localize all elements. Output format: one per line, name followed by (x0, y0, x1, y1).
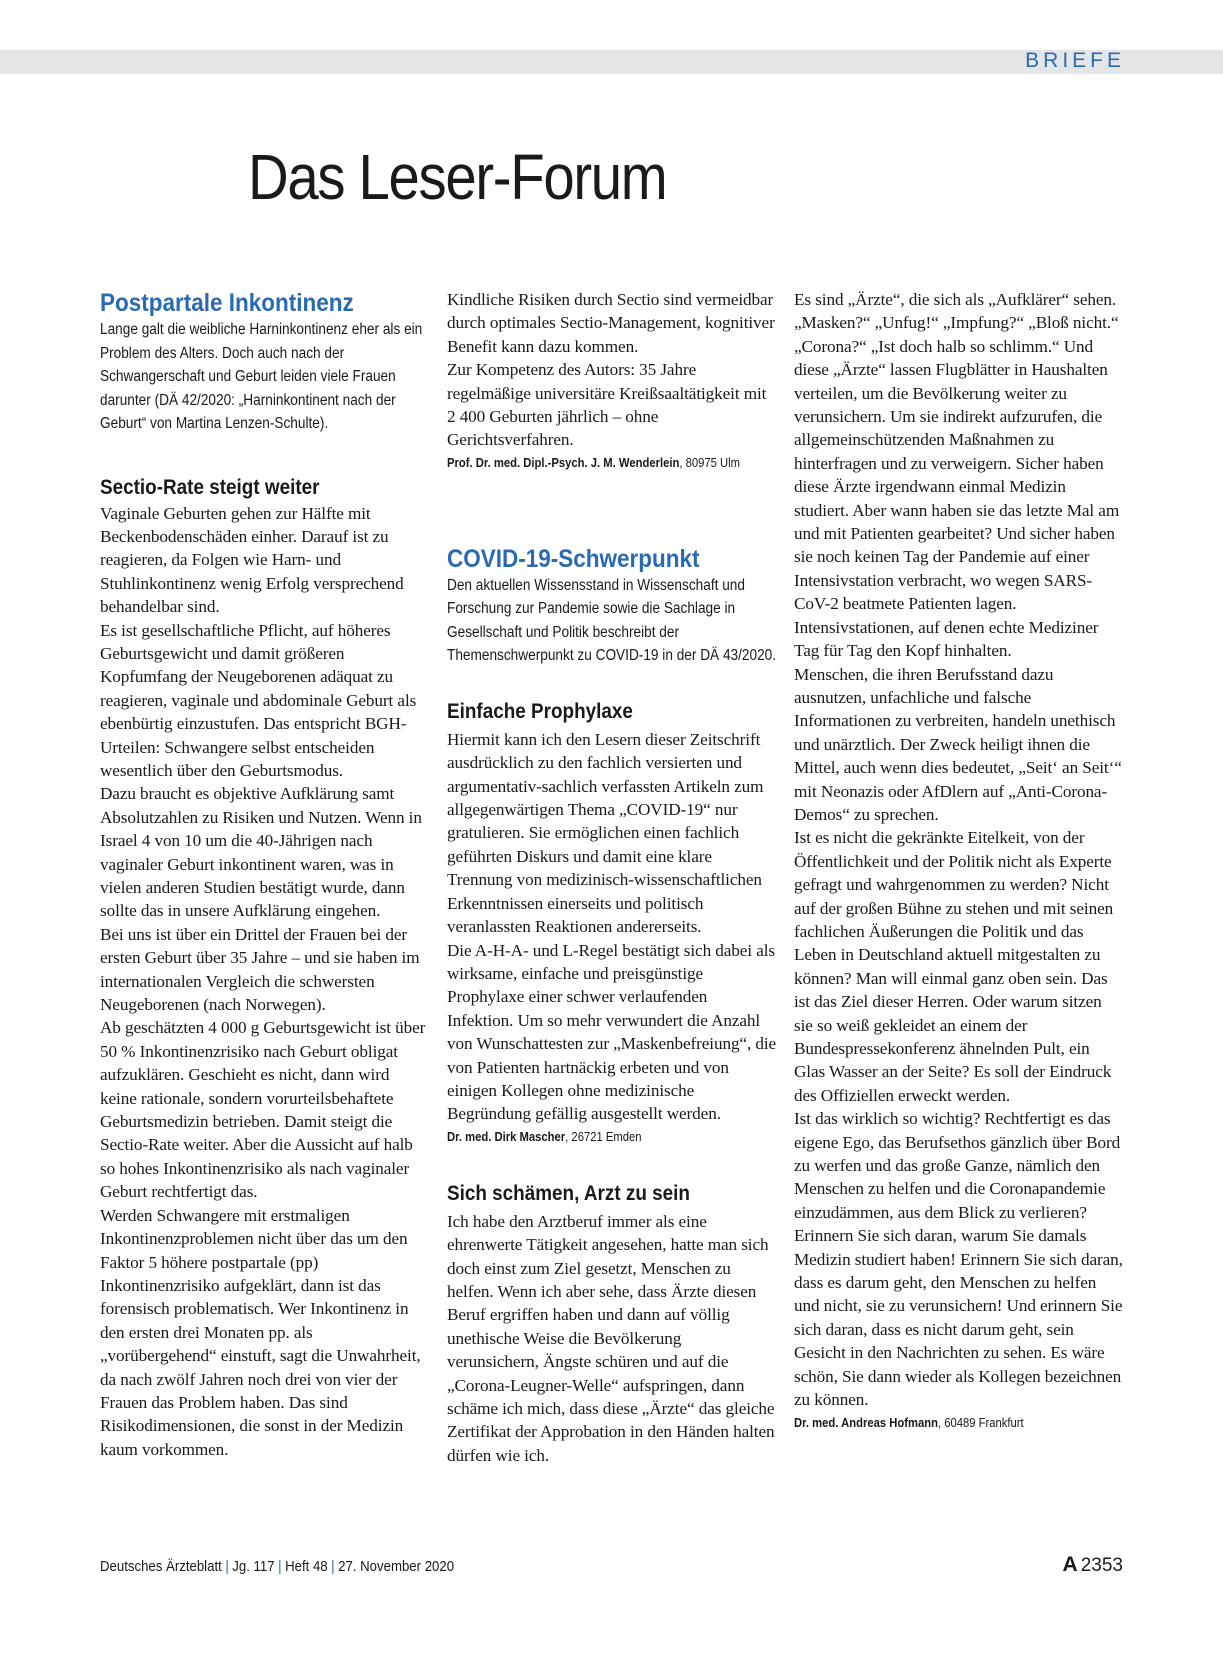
letter-body: Hiermit kann ich den Lesern dieser Zeitschrift ausdrücklich zu den fachlich versierten und argumentativ-sachlich verfassten Artikeln zum allgegenwärtigen Thema „COVID-19“ nur gratulieren. Sie ermöglichen einen fachlich geführten Diskurs und damit eine klare Trennung von medizinisch-wissenschaftlichen Erkenntnissen einerseits und politisch veranlassten Reaktionen andererseits. Die A-H-A- und L-Regel bestätigt sich dabei als wirksame, einfache und preisgünstige Prophylaxe einer schwer verlaufenden Infektion. Um so mehr verwundert die Anzahl von Wunschattesten zur „Maskenbefreiung“, die von Patienten hartnäckig erbeten und von einigen Kollegen ohne medizinische Begründung gefällig ausgestellt werden. (447, 729, 777, 1124)
author-place: , 80975 Ulm (679, 455, 741, 470)
letter-signature (447, 454, 744, 472)
letter-body-continued: Es sind „Ärzte“, die sich als „Aufklärer“ sehen. „Masken?“ „Unfug!“ „Impfung?“ „Bloß nicht.“ „Corona?“ „Ist doch halb so schlimm.“ Und diese „Ärzte“ lassen Flugblätter in Haushalten verteilen, um die Bevölkerung weiter zu verunsichern. Um sie indirekt aufzurufen, die allgemeinschützenden Maßnahmen zu hinterfragen und zu verweigern. Sicher haben diese Ärzte irgendwann einmal Medizin studiert. Aber wann haben sie das letzte Mal am und mit Patienten gearbeitet? Und sicher haben sie noch keinen Tag der Pandemie auf einer Intensivstation verbracht, wo wegen SARS-CoV-2 beatmete Patienten lagen. Intensivstationen, auf denen echte Mediziner Tag für Tag den Kopf hinhalten. Menschen, die ihren Berufsstand dazu ausnutzen, unfachliche und falsche Informationen zu verbreiten, handeln unethisch und unärztlich. Der Zweck heiligt ihnen die Mittel, auch wenn dies bedeutet, „Seit‘ an Seit‘“ mit Neonazis oder AfDlern auf „Anti-Corona-Demos“ zu sprechen. Ist es nicht die gekränkte Eitelkeit, von der Öffentlichkeit und der Politik nicht als Experte gefragt und wahrgenommen zu werden? Nicht auf der großen Bühne zu stehen und mit seinen fachlichen Äußerungen die Politik und das Leben in Deutschland aktuell mitgestalten zu können? Man will einmal ganz oben sein. Das ist das Ziel dieser Herren. Oder warum sitzen sie so weiß gekleidet an einem der Bundespressekonferenz ähnelnden Pult, ein Glas Wasser an der Seite? Es soll der Eindruck des Offiziellen erweckt werden. Ist das wirklich so wichtig? Rechtfertigt es das eigene Ego, das Berufsethos gänzlich über Bord zu werfen und das große Ganze, nämlich den Menschen zu helfen und die Coronapandemie einzudämmen, aus dem Blick zu verlieren? Erinnern Sie sich daran, warum Sie damals Medizin studiert haben! Erinnern Sie sich daran, dass es darum geht, den Menschen zu helfen und nicht, sie zu verunsichern! Und erinnern Sie sich daran, dass es nicht darum geht, sein Gesicht in den Nachrichten zu sehen. Es wäre schön, Sie dann wieder als Kollegen bezeichnen zu können. (794, 290, 1123, 1410)
page-number-value: 2353 (1080, 1555, 1123, 1576)
topic-heading-inkontinenz: Postpartale Inkontinenz (100, 289, 354, 317)
letter-signature (447, 1128, 744, 1146)
page-number (1063, 1553, 1123, 1577)
letter-signature (794, 1414, 1091, 1432)
section-label: BRIEFE (1025, 49, 1125, 72)
footer (100, 1558, 454, 1575)
topic-lead: Den aktuellen Wissensstand in Wissenschaft und Forschung zur Pandemie sowie die Sachlage in Gesellschaft und Politik beschreibt der Themenschwerpunkt zu COVID-19 in der DÄ 43/2020. (447, 576, 777, 665)
topic-lead: Lange galt die weibliche Harninkontinenz eher als ein Problem des Alters. Doch auch nach der Schwangerschaft und Geburt leiden viele Frauen darunter (DÄ 42/2020: „Harninkontinent nach der Geburt“ von Martina Lenzen-Schulte). (100, 321, 423, 432)
page-title: Das Leser-Forum (248, 141, 667, 213)
letter-heading: Einfache Prophylaxe (447, 699, 633, 723)
author-place: , 26721 Emden (565, 1129, 642, 1144)
publication-date: 27. November 2020 (338, 1558, 455, 1575)
letter-body: Vaginale Geburten gehen zur Hälfte mit Beckenbodenschäden einher. Darauf ist zu reagieren, da Folgen wie Harn- und Stuhlinkontinenz wenig Erfolg versprechend behandelbar sind. Es ist gesellschaftliche Pflicht, auf höheres Geburtsgewicht und damit größeren Kopfumfang der Neugeborenen adäquat zu reagieren, vaginale und abdominale Geburt als ebenbürtig einzustufen. Das entspricht BGH-Urteilen: Schwangere selbst entscheiden wesentlich über den Geburtsmodus. Dazu braucht es objektive Aufklärung samt Absolutzahlen zu Risiken und Nutzen. Wenn in Israel 4 von 10 um die 40-Jährigen nach vaginaler Geburt inkontinent waren, was in vielen anderen Studien bestätigt wurde, dann sollte das in unsere Aufklärung eingehen. Bei uns ist über ein Drittel der Frauen bei der ersten Geburt über 35 Jahre – und sie haben im internationalen Vergleich die schwersten Neugeborenen (nach Norwegen). Ab geschätzten 4 000 g Geburtsgewicht ist über 50 % Inkontinenzrisiko nach Geburt obligat aufzuklären. Geschieht es nicht, dann wird keine rationale, sondern vorurteilsbehaftete Geburtsmedizin betrieben. Damit steigt die Sectio-Rate weiter. Aber die Aussicht auf halb so hohes Inkontinenzrisiko als nach vaginaler Geburt rechtfertigt das. Werden Schwangere mit erstmaligen Inkontinenzproblemen nicht über das um den Faktor 5 höhere postpartale (pp) Inkontinenzrisiko aufgeklärt, dann ist das forensisch problematisch. Wer Inkontinenz in den ersten drei Monaten pp. als „vorübergehend“ einstuft, sagt die Unwahrheit, da nach zwölf Jahren noch drei von vier der Frauen das Problem haben. Das sind Risikodimensionen, die sonst in der Medizin kaum vorkommen. (100, 503, 426, 1459)
topic-heading-covid: COVID-19-Schwerpunkt (447, 544, 700, 573)
author-name: Dr. med. Andreas Hofmann (794, 1415, 938, 1430)
journal-name: Deutsches Ärzteblatt (100, 1558, 222, 1575)
author-name: Dr. med. Dirk Mascher (447, 1129, 566, 1144)
author-place: , 60489 Frankfurt (938, 1415, 1024, 1430)
footer-separator: | (331, 1558, 335, 1575)
column-2 (447, 288, 777, 1467)
footer-separator: | (225, 1558, 229, 1575)
letter-heading: Sich schämen, Arzt zu sein (447, 1181, 690, 1205)
letter-body-continued: Kindliche Risiken durch Sectio sind vermeidbar durch optimales Sectio-Management, kognitiver Benefit kann dazu kommen. Zur Kompetenz des Autors: 35 Jahre regelmäßige universitäre Kreißsaaltätigkeit mit 2 400 Geburten jährlich – ohne Gerichtsverfahren. (447, 290, 775, 450)
letter-body: Ich habe den Arztberuf immer als eine ehrenwerte Tätigkeit angesehen, hatte man sich doch einst zum Ziel gesetzt, Menschen zu helfen. Wenn ich aber sehe, dass Ärzte diesen Beruf ergriffen haben und dann auf völlig unethische Weise die Bevölkerung verunsichern, Ängste schüren und auf die „Corona-Leugner-Welle“ aufspringen, dann schäme ich mich, dass diese „Ärzte“ das gleiche Zertifikat der Approbation in den Händen halten dürfen wie ich. (447, 1211, 775, 1465)
footer-separator: | (278, 1558, 282, 1575)
author-name: Prof. Dr. med. Dipl.-Psych. J. M. Wenderlein (447, 455, 680, 470)
letter-heading: Sectio-Rate steigt weiter (100, 475, 320, 499)
journal-issue: Heft 48 (285, 1558, 328, 1575)
column-3 (794, 288, 1124, 1432)
journal-volume: Jg. 117 (232, 1558, 275, 1575)
column-1 (100, 288, 430, 1461)
page-prefix: A (1062, 1553, 1078, 1576)
